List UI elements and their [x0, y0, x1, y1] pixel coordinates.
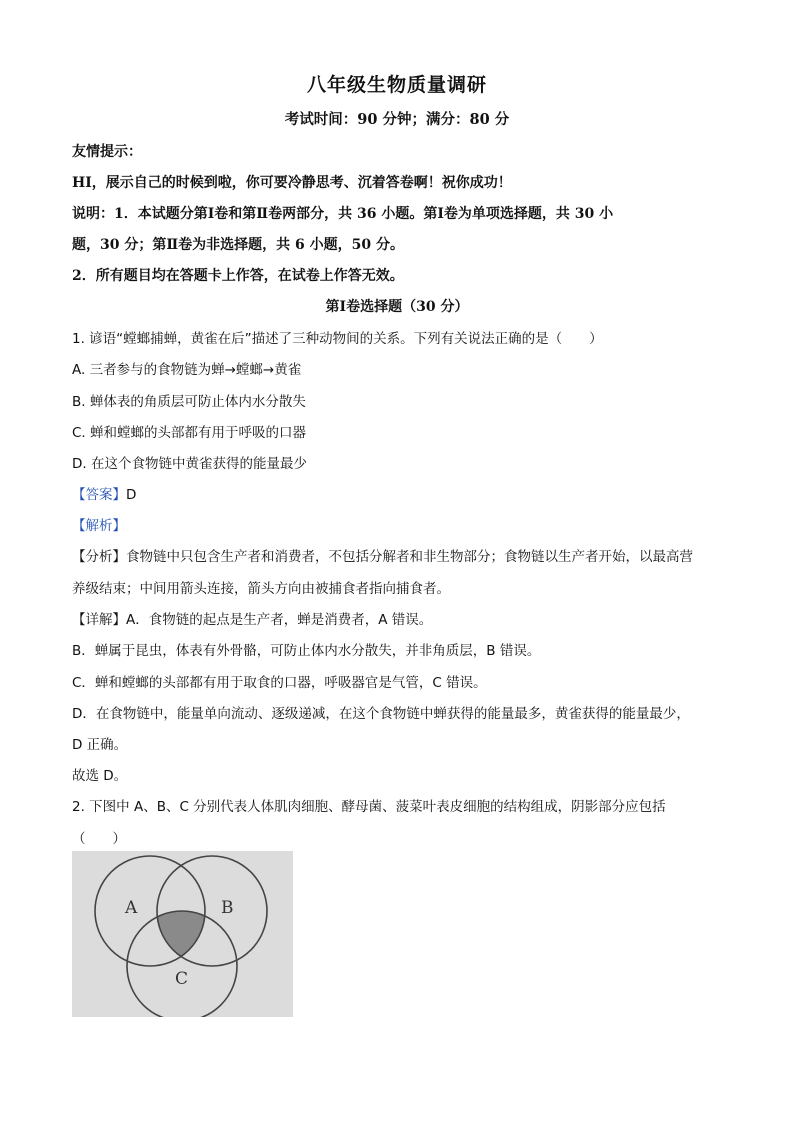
label-b: B — [221, 898, 234, 918]
fenxi-tag: 【分析】 — [72, 549, 126, 565]
question-1-option-c: C. 蝉和螳螂的头部都有用于呼吸的口器 — [72, 425, 307, 441]
xiangjie-line-b: B．蝉属于昆虫，体表有外骨骼，可防止体内水分散失，并非角质层，B 错误。 — [72, 643, 541, 659]
venn-diagram-figure — [72, 851, 293, 1017]
xiangjie-tag: 【详解】 — [72, 612, 126, 628]
xiangjie-text-a: A．食物链的起点是生产者，蝉是消费者，A 错误。 — [126, 612, 433, 628]
conclusion: 故选 D。 — [72, 768, 128, 784]
analysis-tag: 【解析】 — [72, 518, 126, 534]
venn-diagram — [72, 851, 293, 1017]
notice-heading: 友情提示： — [72, 144, 142, 160]
exam-info: 考试时间：90 分钟；满分：80 分 — [284, 111, 510, 128]
question-1-stem: 1. 谚语“螳螂捕蝉，黄雀在后”描述了三种动物间的关系。下列有关说法正确的是（ ） — [72, 331, 603, 347]
label-a: A — [125, 898, 138, 918]
xiangjie-line-d1: D．在食物链中，能量单向流动、逐级递减，在这个食物链中蝉获得的能量最多，黄雀获得的能量最少， — [72, 706, 690, 722]
xiangjie-line-c: C．蝉和螳螂的头部都有用于取食的口器，呼吸器官是气管，C 错误。 — [72, 675, 487, 691]
answer-value: D — [126, 487, 137, 503]
question-1-option-d: D. 在这个食物链中黄雀获得的能量最少 — [72, 456, 307, 472]
fenxi-text-1: 食物链中只包含生产者和消费者，不包括分解者和非生物部分；食物链以生产者开始，以最高营 — [126, 549, 693, 565]
question-2-stem: 2. 下图中 A、B、C 分别代表人体肌肉细胞、酵母菌、菠菜叶表皮细胞的结构组成，阴影部分应包括 — [72, 799, 666, 815]
question-1-option-b: B. 蝉体表的角质层可防止体内水分散失 — [72, 394, 306, 410]
xiangjie-line-d2: D 正确。 — [72, 737, 128, 753]
fenxi-line-1 — [72, 545, 693, 565]
instructions-line-2: 题，30 分；第Ⅱ卷为非选择题，共 6 小题，50 分。 — [72, 237, 404, 253]
notice-greeting: HI，展示自己的时候到啦，你可要冷静思考、沉着答卷啊！祝你成功！ — [72, 175, 512, 191]
label-c: C — [175, 969, 189, 989]
page-title: 八年级生物质量调研 — [306, 74, 487, 96]
section-title: 第Ⅰ卷选择题（30 分） — [325, 299, 469, 315]
answer-row — [72, 483, 136, 503]
answer-tag: 【答案】 — [72, 487, 126, 503]
instructions-line-3: 2．所有题目均在答题卡上作答，在试卷上作答无效。 — [72, 268, 404, 284]
question-1-option-a: A. 三者参与的食物链为蝉→螳螂→黄雀 — [72, 362, 302, 378]
fenxi-line-2: 养级结束；中间用箭头连接，箭头方向由被捕食者指向捕食者。 — [72, 581, 450, 597]
question-2-answer-blank: （ ） — [72, 831, 126, 847]
instructions-line-1: 说明：1．本试题分第Ⅰ卷和第Ⅱ卷两部分，共 36 小题。第Ⅰ卷为单项选择题，共 30 小 — [72, 206, 614, 222]
xiangjie-line-a — [72, 608, 432, 628]
